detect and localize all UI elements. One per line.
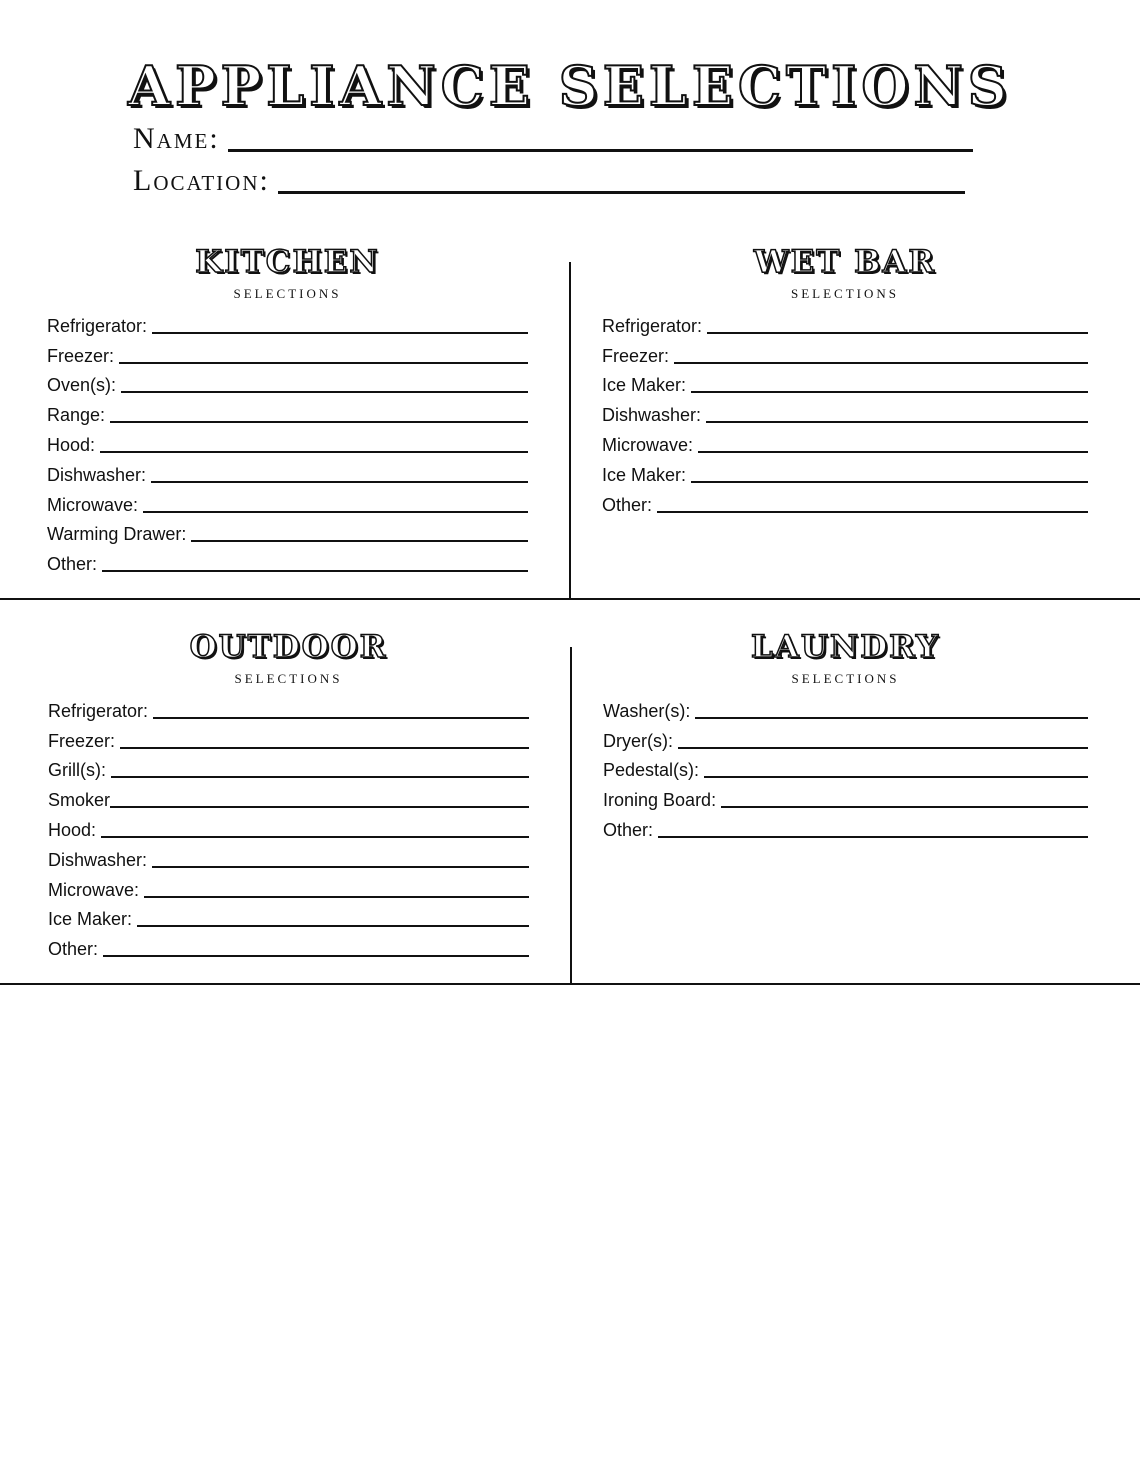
column-divider-top — [569, 262, 571, 599]
laundry-title: LAUNDRY — [750, 629, 941, 665]
list-item[interactable] — [47, 456, 528, 486]
item-label: Hood: — [47, 434, 96, 455]
item-line[interactable] — [674, 362, 1088, 364]
kitchen-items — [47, 307, 528, 575]
kitchen-subtitle: SELECTIONS — [233, 286, 342, 301]
item-label: Dishwasher: — [48, 849, 148, 870]
laundry-subtitle: SELECTIONS — [791, 671, 900, 686]
item-label: Other: — [48, 939, 99, 960]
list-item[interactable] — [602, 396, 1088, 426]
item-label: Other: — [602, 494, 653, 515]
item-label: Freezer: — [48, 730, 116, 751]
item-line[interactable] — [707, 332, 1088, 334]
list-item[interactable] — [47, 516, 528, 546]
list-item[interactable] — [47, 367, 528, 397]
item-line[interactable] — [153, 717, 529, 719]
item-label: Refrigerator: — [602, 315, 703, 336]
item-line[interactable] — [111, 776, 529, 778]
outdoor-items — [48, 692, 529, 960]
item-line[interactable] — [658, 836, 1088, 838]
item-line[interactable] — [120, 747, 529, 749]
row-divider — [0, 598, 1140, 600]
item-label: Ironing Board: — [603, 790, 717, 811]
item-line[interactable] — [121, 391, 528, 393]
item-line[interactable] — [119, 362, 528, 364]
item-label: Microwave: — [48, 879, 140, 900]
list-item[interactable] — [47, 307, 528, 337]
location-label: Location: — [133, 164, 270, 197]
column-divider-bottom — [570, 647, 572, 983]
item-label: Grill(s): — [48, 760, 106, 781]
item-label: Ice Maker: — [602, 375, 687, 396]
item-label: Washer(s): — [603, 700, 691, 721]
list-item[interactable] — [48, 692, 529, 722]
location-line[interactable] — [278, 191, 965, 194]
item-label: Ice Maker: — [48, 909, 133, 930]
item-line[interactable] — [691, 391, 1088, 393]
item-label: Dishwasher: — [602, 405, 702, 426]
item-line[interactable] — [706, 421, 1088, 423]
item-line[interactable] — [695, 717, 1088, 719]
outdoor-title: OUTDOOR — [189, 629, 388, 665]
item-line[interactable] — [704, 776, 1088, 778]
kitchen-title: KITCHEN — [195, 244, 380, 280]
laundry-items — [603, 692, 1088, 841]
item-line[interactable] — [152, 866, 529, 868]
item-line[interactable] — [657, 511, 1088, 513]
item-line[interactable] — [101, 836, 529, 838]
list-item[interactable] — [602, 367, 1088, 397]
item-label: Hood: — [48, 819, 97, 840]
item-label: Microwave: — [602, 434, 694, 455]
list-item[interactable] — [48, 752, 529, 782]
item-line[interactable] — [100, 451, 528, 453]
item-line[interactable] — [137, 925, 529, 927]
item-label: Smoker — [48, 790, 111, 811]
item-label: Warming Drawer: — [47, 524, 187, 545]
item-line[interactable] — [151, 481, 528, 483]
item-line[interactable] — [691, 481, 1088, 483]
list-item[interactable] — [48, 930, 529, 960]
item-label: Oven(s): — [47, 375, 117, 396]
list-item[interactable] — [602, 337, 1088, 367]
item-label: Pedestal(s): — [603, 760, 700, 781]
list-item[interactable] — [603, 752, 1088, 782]
list-item[interactable] — [48, 811, 529, 841]
item-line[interactable] — [678, 747, 1088, 749]
outdoor-subtitle: SELECTIONS — [234, 671, 343, 686]
item-line[interactable] — [144, 896, 529, 898]
list-item[interactable] — [48, 901, 529, 931]
kitchen-section — [47, 242, 528, 582]
laundry-section — [603, 627, 1088, 967]
item-line[interactable] — [102, 570, 528, 572]
wet-bar-items — [602, 307, 1088, 516]
list-item[interactable] — [47, 396, 528, 426]
list-item[interactable] — [48, 841, 529, 871]
item-line[interactable] — [721, 806, 1088, 808]
item-label: Refrigerator: — [48, 700, 149, 721]
item-line[interactable] — [110, 806, 529, 808]
item-label: Ice Maker: — [602, 464, 687, 485]
list-item[interactable] — [47, 545, 528, 575]
list-item[interactable] — [603, 722, 1088, 752]
item-line[interactable] — [698, 451, 1088, 453]
list-item[interactable] — [603, 781, 1088, 811]
item-line[interactable] — [191, 540, 528, 542]
item-label: Range: — [47, 405, 106, 426]
item-label: Other: — [603, 819, 654, 840]
item-label: Freezer: — [602, 345, 670, 366]
item-label: Dryer(s): — [603, 730, 673, 751]
item-line[interactable] — [152, 332, 528, 334]
list-item[interactable] — [47, 337, 528, 367]
wet-bar-title: WET BAR — [753, 244, 937, 280]
list-item[interactable] — [602, 456, 1088, 486]
item-label: Microwave: — [47, 494, 139, 515]
list-item[interactable] — [602, 307, 1088, 337]
list-item[interactable] — [603, 811, 1088, 841]
wet-bar-section — [602, 242, 1088, 582]
name-field[interactable] — [133, 122, 973, 156]
location-field[interactable] — [133, 164, 965, 198]
list-item[interactable] — [602, 486, 1088, 516]
list-item[interactable] — [48, 781, 529, 811]
bottom-divider — [0, 983, 1140, 985]
list-item[interactable] — [47, 426, 528, 456]
outdoor-section — [48, 627, 529, 967]
page-title: APPLIANCE SELECTIONS — [128, 54, 1012, 118]
item-label: Dishwasher: — [47, 464, 147, 485]
name-label: Name: — [133, 122, 220, 155]
list-item[interactable] — [47, 486, 528, 516]
list-item[interactable] — [602, 426, 1088, 456]
name-line[interactable] — [228, 149, 973, 152]
item-label: Refrigerator: — [47, 315, 148, 336]
list-item[interactable] — [48, 722, 529, 752]
wet-bar-subtitle: SELECTIONS — [791, 286, 899, 301]
item-label: Freezer: — [47, 345, 115, 366]
item-line[interactable] — [103, 955, 529, 957]
item-line[interactable] — [110, 421, 528, 423]
list-item[interactable] — [48, 871, 529, 901]
item-label: Other: — [47, 554, 98, 575]
item-line[interactable] — [143, 511, 528, 513]
list-item[interactable] — [603, 692, 1088, 722]
